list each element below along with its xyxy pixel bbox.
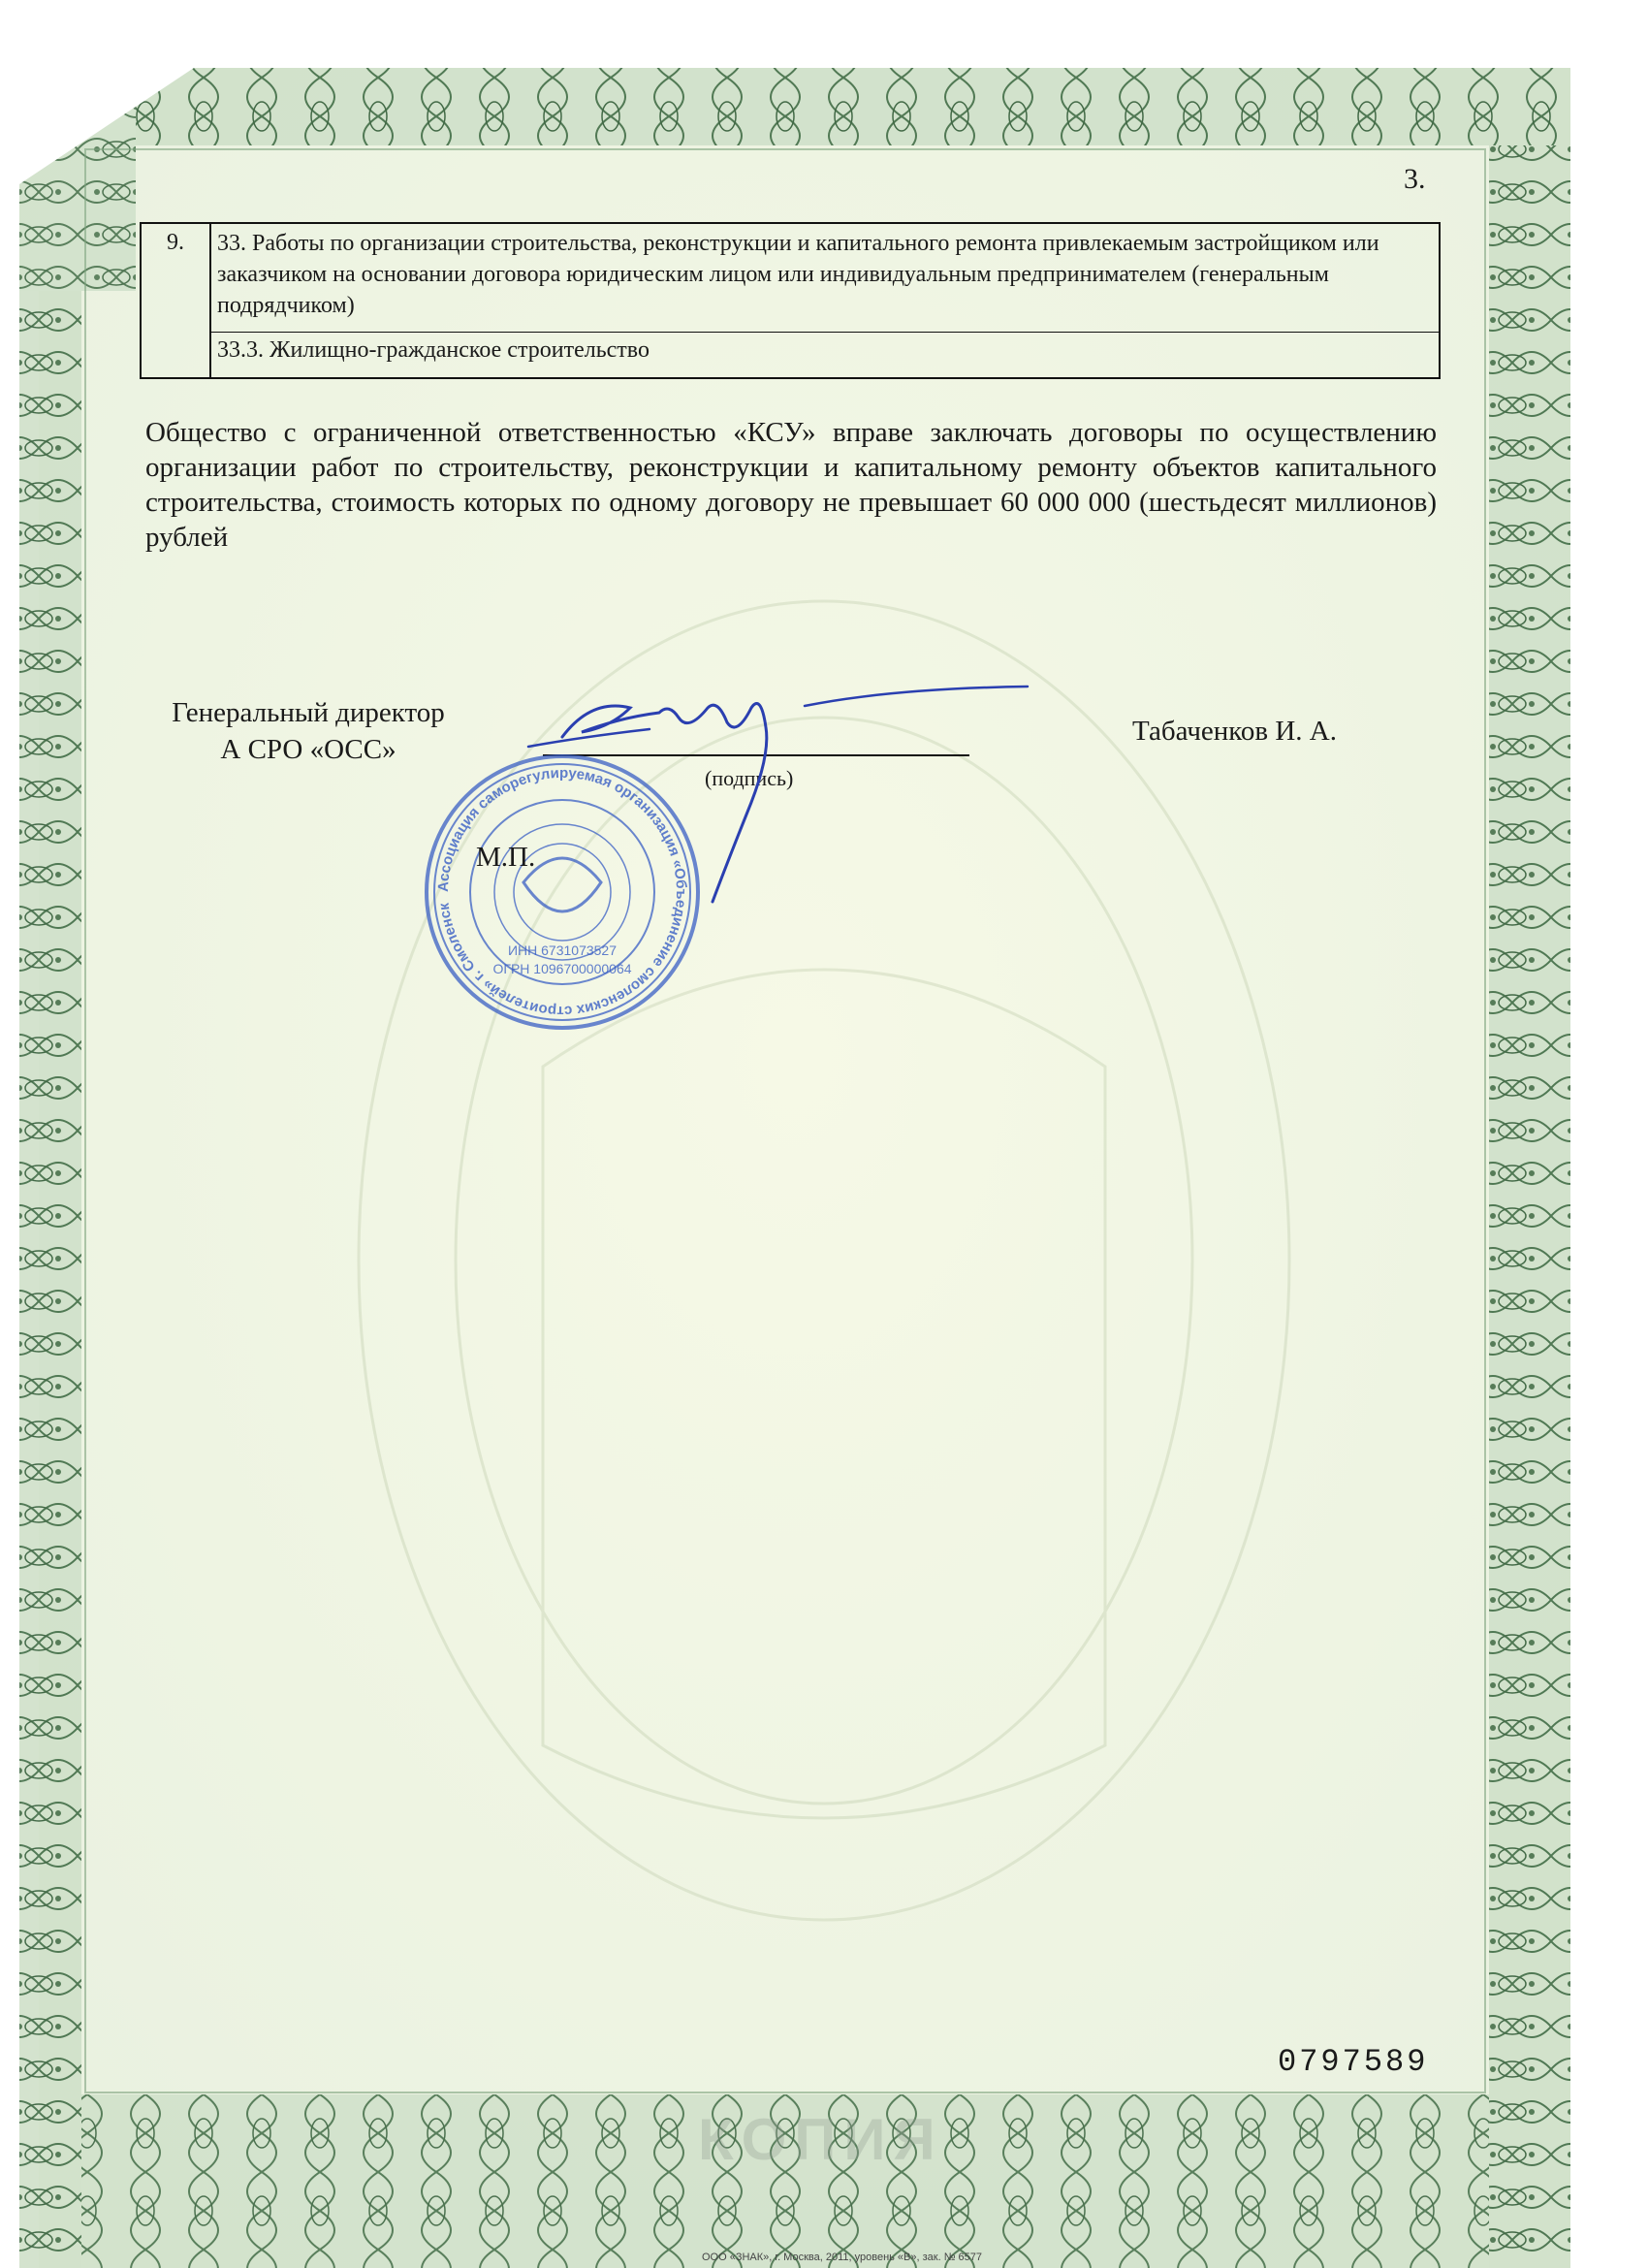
- table-row-content: [211, 224, 1439, 377]
- work-type-table: [140, 222, 1441, 379]
- copy-watermark: КОПИЯ: [698, 2107, 943, 2172]
- work-type-subitem: 33.3. Жилищно-гражданское строительство: [217, 337, 650, 363]
- seal-outer-text: Ассоциация саморегулируемая организация «Объединение смоленских строителей» г. Смоленск: [434, 764, 690, 1020]
- signature-caption: (подпись): [705, 766, 794, 790]
- seal-ogrn: ОГРН 1096700000064: [492, 961, 632, 976]
- printer-imprint: ООО «ЗНАК», г. Москва, 2011, уровень «В», зак. № 6577: [702, 2252, 983, 2263]
- signatory-title-line2: А СРО «ОСС»: [220, 734, 396, 765]
- seal-placeholder-label: М.П.: [476, 842, 536, 873]
- permission-paragraph: Общество с ограниченной ответственностью «КСУ» вправе заключать договоры по осуществлению организации работ по строительству, реконструкции и капитальному ремонту объектов капитального строительства, стоимость которых по одному договору не превышает 60 000 000 (шестьдесят миллионов) рублей: [145, 417, 1437, 553]
- signatory-name: Табаченков И. А.: [1132, 716, 1338, 747]
- signatory-title-line1: Генеральный директор: [172, 697, 445, 728]
- table-row-number: 9.: [142, 224, 211, 377]
- page-number: 3.: [1404, 163, 1426, 195]
- work-type-description: 33. Работы по организации строительства, реконструкции и капитального ремонта привлекаемым застройщиком или заказчиком на основании договора юридическим лицом или индивидуальным предпринимателем (генеральным подрядчиком): [211, 224, 1439, 333]
- seal-inn: ИНН 6731073527: [507, 942, 618, 958]
- serial-number: 0797589: [1278, 2044, 1429, 2080]
- handwritten-signature: [523, 679, 1066, 931]
